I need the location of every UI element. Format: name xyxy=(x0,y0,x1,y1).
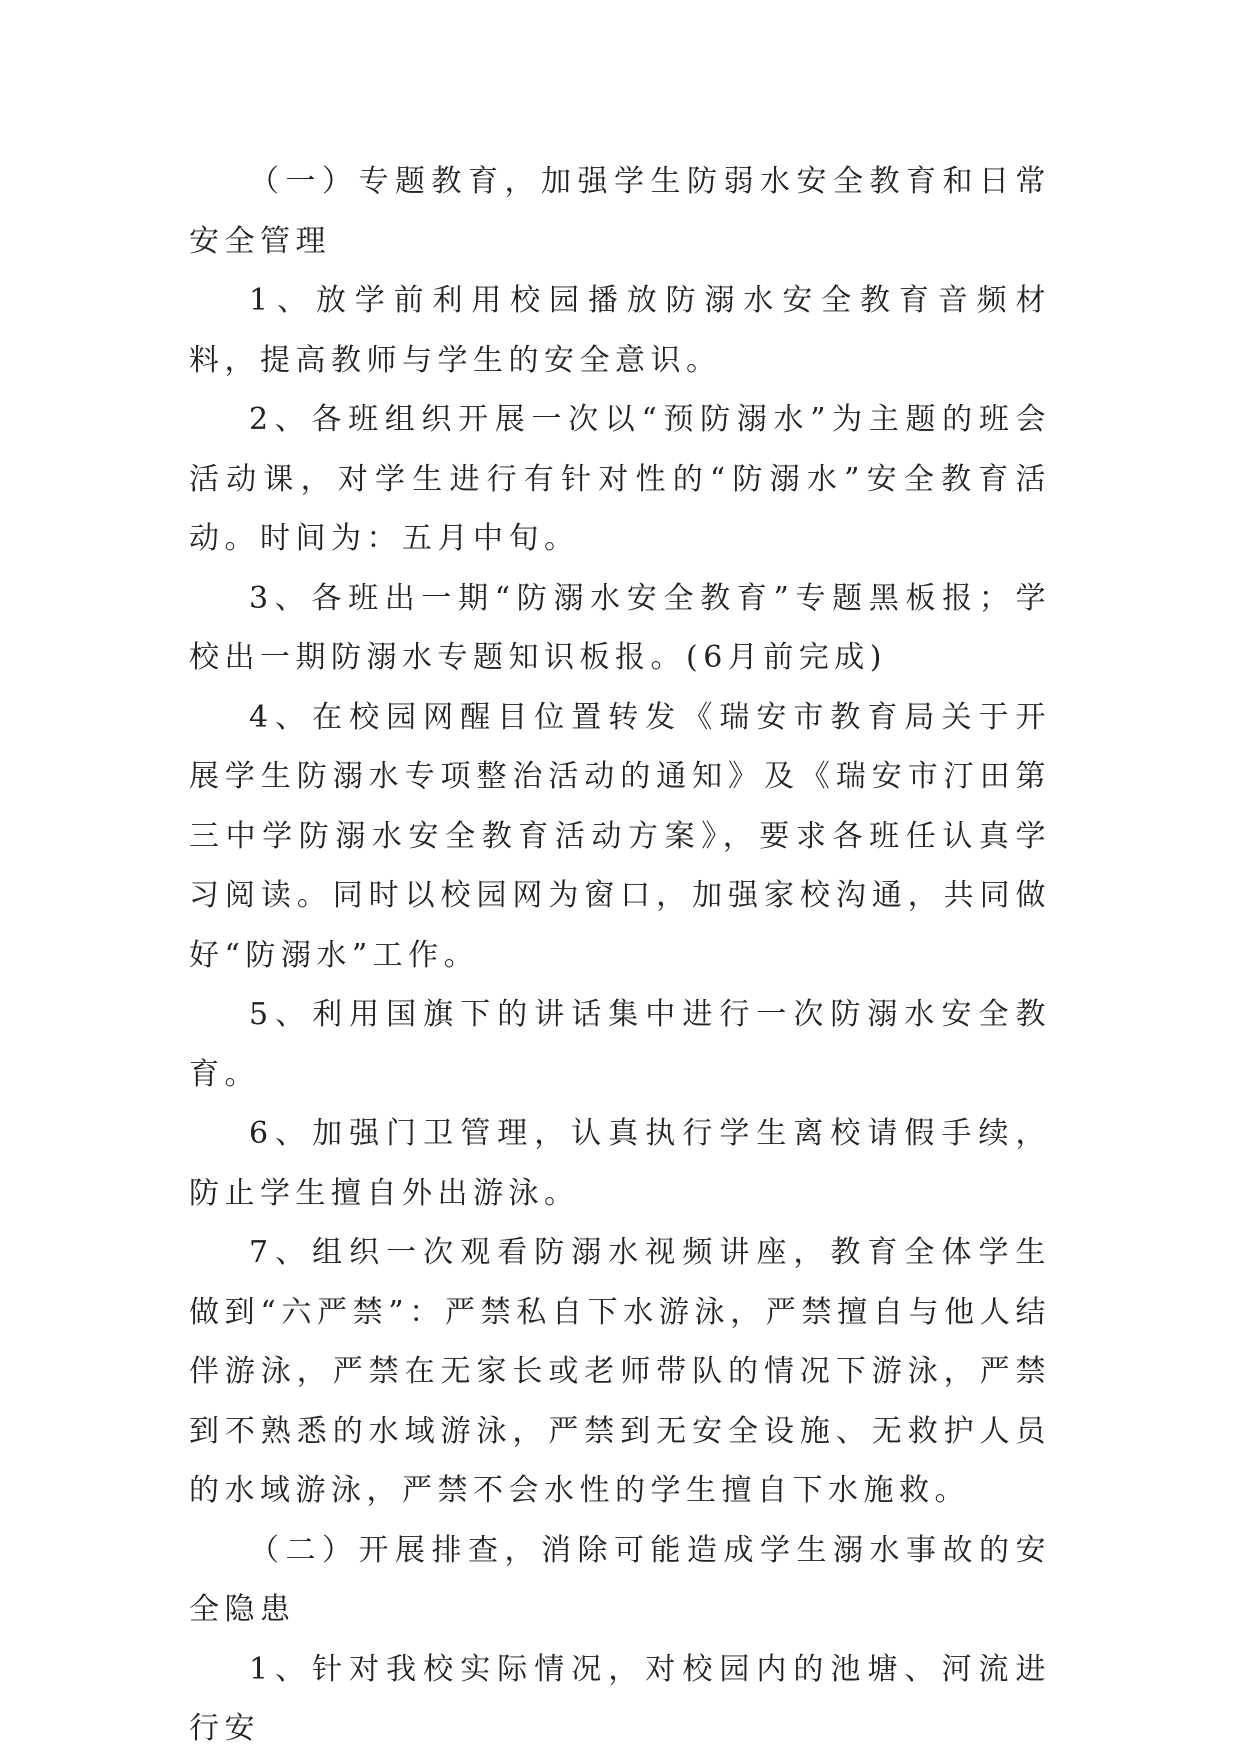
paragraph-item-6: 6、加强门卫管理，认真执行学生离校请假手续，防止学生擅自外出游泳。 xyxy=(189,1116,1051,1211)
document-body xyxy=(189,152,1051,1759)
paragraph-item-1: 1、放学前利用校园播放防溺水安全教育音频材料，提高教师与学生的安全意识。 xyxy=(189,283,1051,378)
paragraph-item-4: 4、在校园网醒目位置转发《瑞安市教育局关于开展学生防溺水专项整治活动的通知》及《瑞安市汀田第三中学防溺水安全教育活动方案》，要求各班任认真学习阅读。同时以校园网为窗口，加强家校沟通，共同做好“防溺水”工作。 xyxy=(189,699,1051,973)
section-heading-1: （一）专题教育，加强学生防弱水安全教育和日常安全管理 xyxy=(189,164,1051,259)
paragraph-item-7: 7、组织一次观看防溺水视频讲座，教育全体学生做到“六严禁”：严禁私自下水游泳，严禁擅自与他人结伴游泳，严禁在无家长或老师带队的情况下游泳，严禁到不熟悉的水域游泳，严禁到无安全设施、无救护人员的水域游泳，严禁不会水性的学生擅自下水施救。 xyxy=(189,1235,1051,1508)
paragraph-item-2: 2、各班组织开展一次以“预防溺水”为主题的班会活动课，对学生进行有针对性的“防溺水”安全教育活动。时间为：五月中旬。 xyxy=(189,402,1051,556)
paragraph-item-8: 1、针对我校实际情况，对校园内的池塘、河流进行安 xyxy=(189,1651,1051,1746)
paragraph-item-3: 3、各班出一期“防溺水安全教育”专题黑板报；学校出一期防溺水专题知识板报。(6月前完成) xyxy=(189,580,1051,675)
paragraph-item-5: 5、利用国旗下的讲话集中进行一次防溺水安全教育。 xyxy=(189,997,1051,1092)
section-heading-2: （二）开展排查，消除可能造成学生溺水事故的安全隐患 xyxy=(189,1532,1051,1627)
